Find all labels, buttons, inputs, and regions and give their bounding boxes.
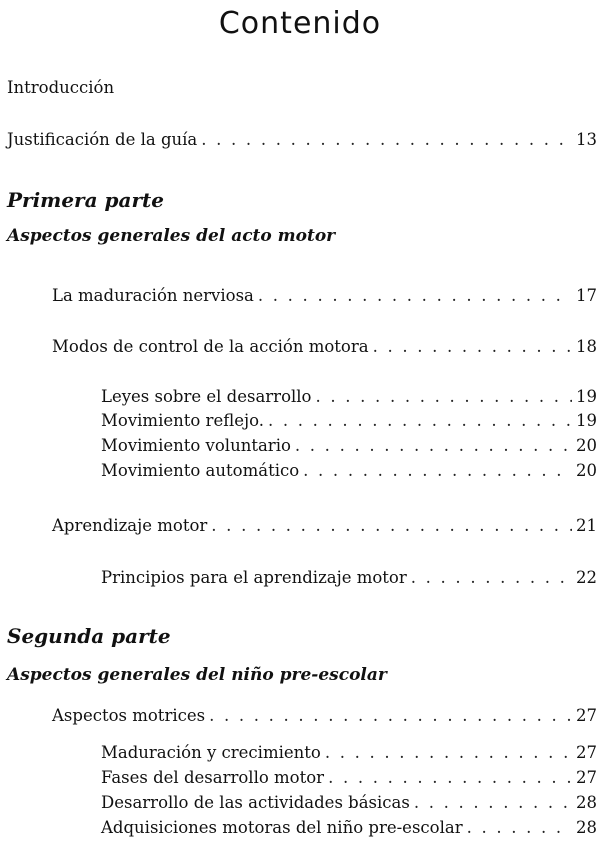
toc-entry-reflejo[interactable] <box>101 409 597 433</box>
toc-entry-voluntario[interactable] <box>101 434 597 458</box>
dot-leader <box>373 335 572 359</box>
toc-entry-page: 27 <box>576 768 597 787</box>
toc-entry-label: Leyes sobre el desarrollo <box>101 387 312 406</box>
toc-entry-principios[interactable] <box>101 566 597 590</box>
dot-leader <box>303 459 572 483</box>
toc-entry-page: 19 <box>576 387 597 406</box>
toc-entry-page: 27 <box>576 706 597 725</box>
dot-leader <box>211 514 572 538</box>
toc-entry-label: Movimiento reflejo. <box>101 411 264 430</box>
toc-entry-aprendizaje[interactable] <box>52 514 597 538</box>
toc-entry-justificacion[interactable] <box>7 128 597 152</box>
dot-leader <box>316 385 573 409</box>
toc-entry-label: Movimiento automático <box>101 461 300 480</box>
toc-entry-automatico[interactable] <box>101 459 597 483</box>
dot-leader <box>467 816 572 840</box>
toc-entry-page: 13 <box>576 130 597 149</box>
toc-entry-page: 18 <box>576 337 597 356</box>
toc-entry-page: 21 <box>576 516 597 535</box>
toc-entry-introduccion[interactable] <box>7 76 114 100</box>
toc-entry-fases[interactable] <box>101 766 597 790</box>
toc-entry-label: Adquisiciones motoras del niño pre-escolar <box>101 818 463 837</box>
toc-entry-actividades[interactable] <box>101 791 597 815</box>
part-title-primera: Primera parte <box>7 188 164 212</box>
toc-entry-label: Desarrollo de las actividades básicas <box>101 793 410 812</box>
toc-entry-page: 20 <box>576 461 597 480</box>
toc-entry-label: Fases del desarrollo motor <box>101 768 325 787</box>
toc-entry-label: Aspectos motrices <box>52 706 206 725</box>
toc-entry-adquisiciones[interactable] <box>101 816 597 840</box>
toc-entry-label: Maduración y crecimiento <box>101 743 321 762</box>
dot-leader <box>414 791 572 815</box>
dot-leader <box>209 704 572 728</box>
toc-entry-label: Modos de control de la acción motora <box>52 337 369 356</box>
toc-entry-leyes[interactable] <box>101 385 597 409</box>
dot-leader <box>328 766 572 790</box>
toc-entry-page: 27 <box>576 743 597 762</box>
dot-leader <box>325 741 572 765</box>
dot-leader <box>268 409 572 433</box>
dot-leader <box>201 128 572 152</box>
toc-entry-maduracion-crecimiento[interactable] <box>101 741 597 765</box>
toc-entry-label: Introducción <box>7 78 115 97</box>
part-title-segunda: Segunda parte <box>7 624 171 648</box>
dot-leader <box>258 284 572 308</box>
toc-entry-label: Aprendizaje motor <box>52 516 208 535</box>
toc-entry-page: 28 <box>576 793 597 812</box>
dot-leader <box>411 566 572 590</box>
part-subtitle-primera: Aspectos generales del acto motor <box>7 226 336 246</box>
toc-entry-page: 22 <box>576 568 597 587</box>
toc-entry-page: 19 <box>576 411 597 430</box>
part-subtitle-segunda: Aspectos generales del niño pre-escolar <box>7 665 387 685</box>
toc-entry-label: Principios para el aprendizaje motor <box>101 568 407 587</box>
toc-entry-page: 28 <box>576 818 597 837</box>
page-title: Contenido <box>218 6 382 41</box>
toc-entry-label: Justificación de la guía <box>7 130 198 149</box>
toc-entry-aspectos-motrices[interactable] <box>52 704 597 728</box>
toc-entry-modos-control[interactable] <box>52 335 597 359</box>
toc-entry-maduracion-nerviosa[interactable] <box>52 284 597 308</box>
toc-entry-page: 20 <box>576 436 597 455</box>
toc-entry-label: Movimiento voluntario <box>101 436 291 455</box>
toc-entry-label: La maduración nerviosa <box>52 286 254 305</box>
toc-entry-page: 17 <box>576 286 597 305</box>
dot-leader <box>295 434 572 458</box>
